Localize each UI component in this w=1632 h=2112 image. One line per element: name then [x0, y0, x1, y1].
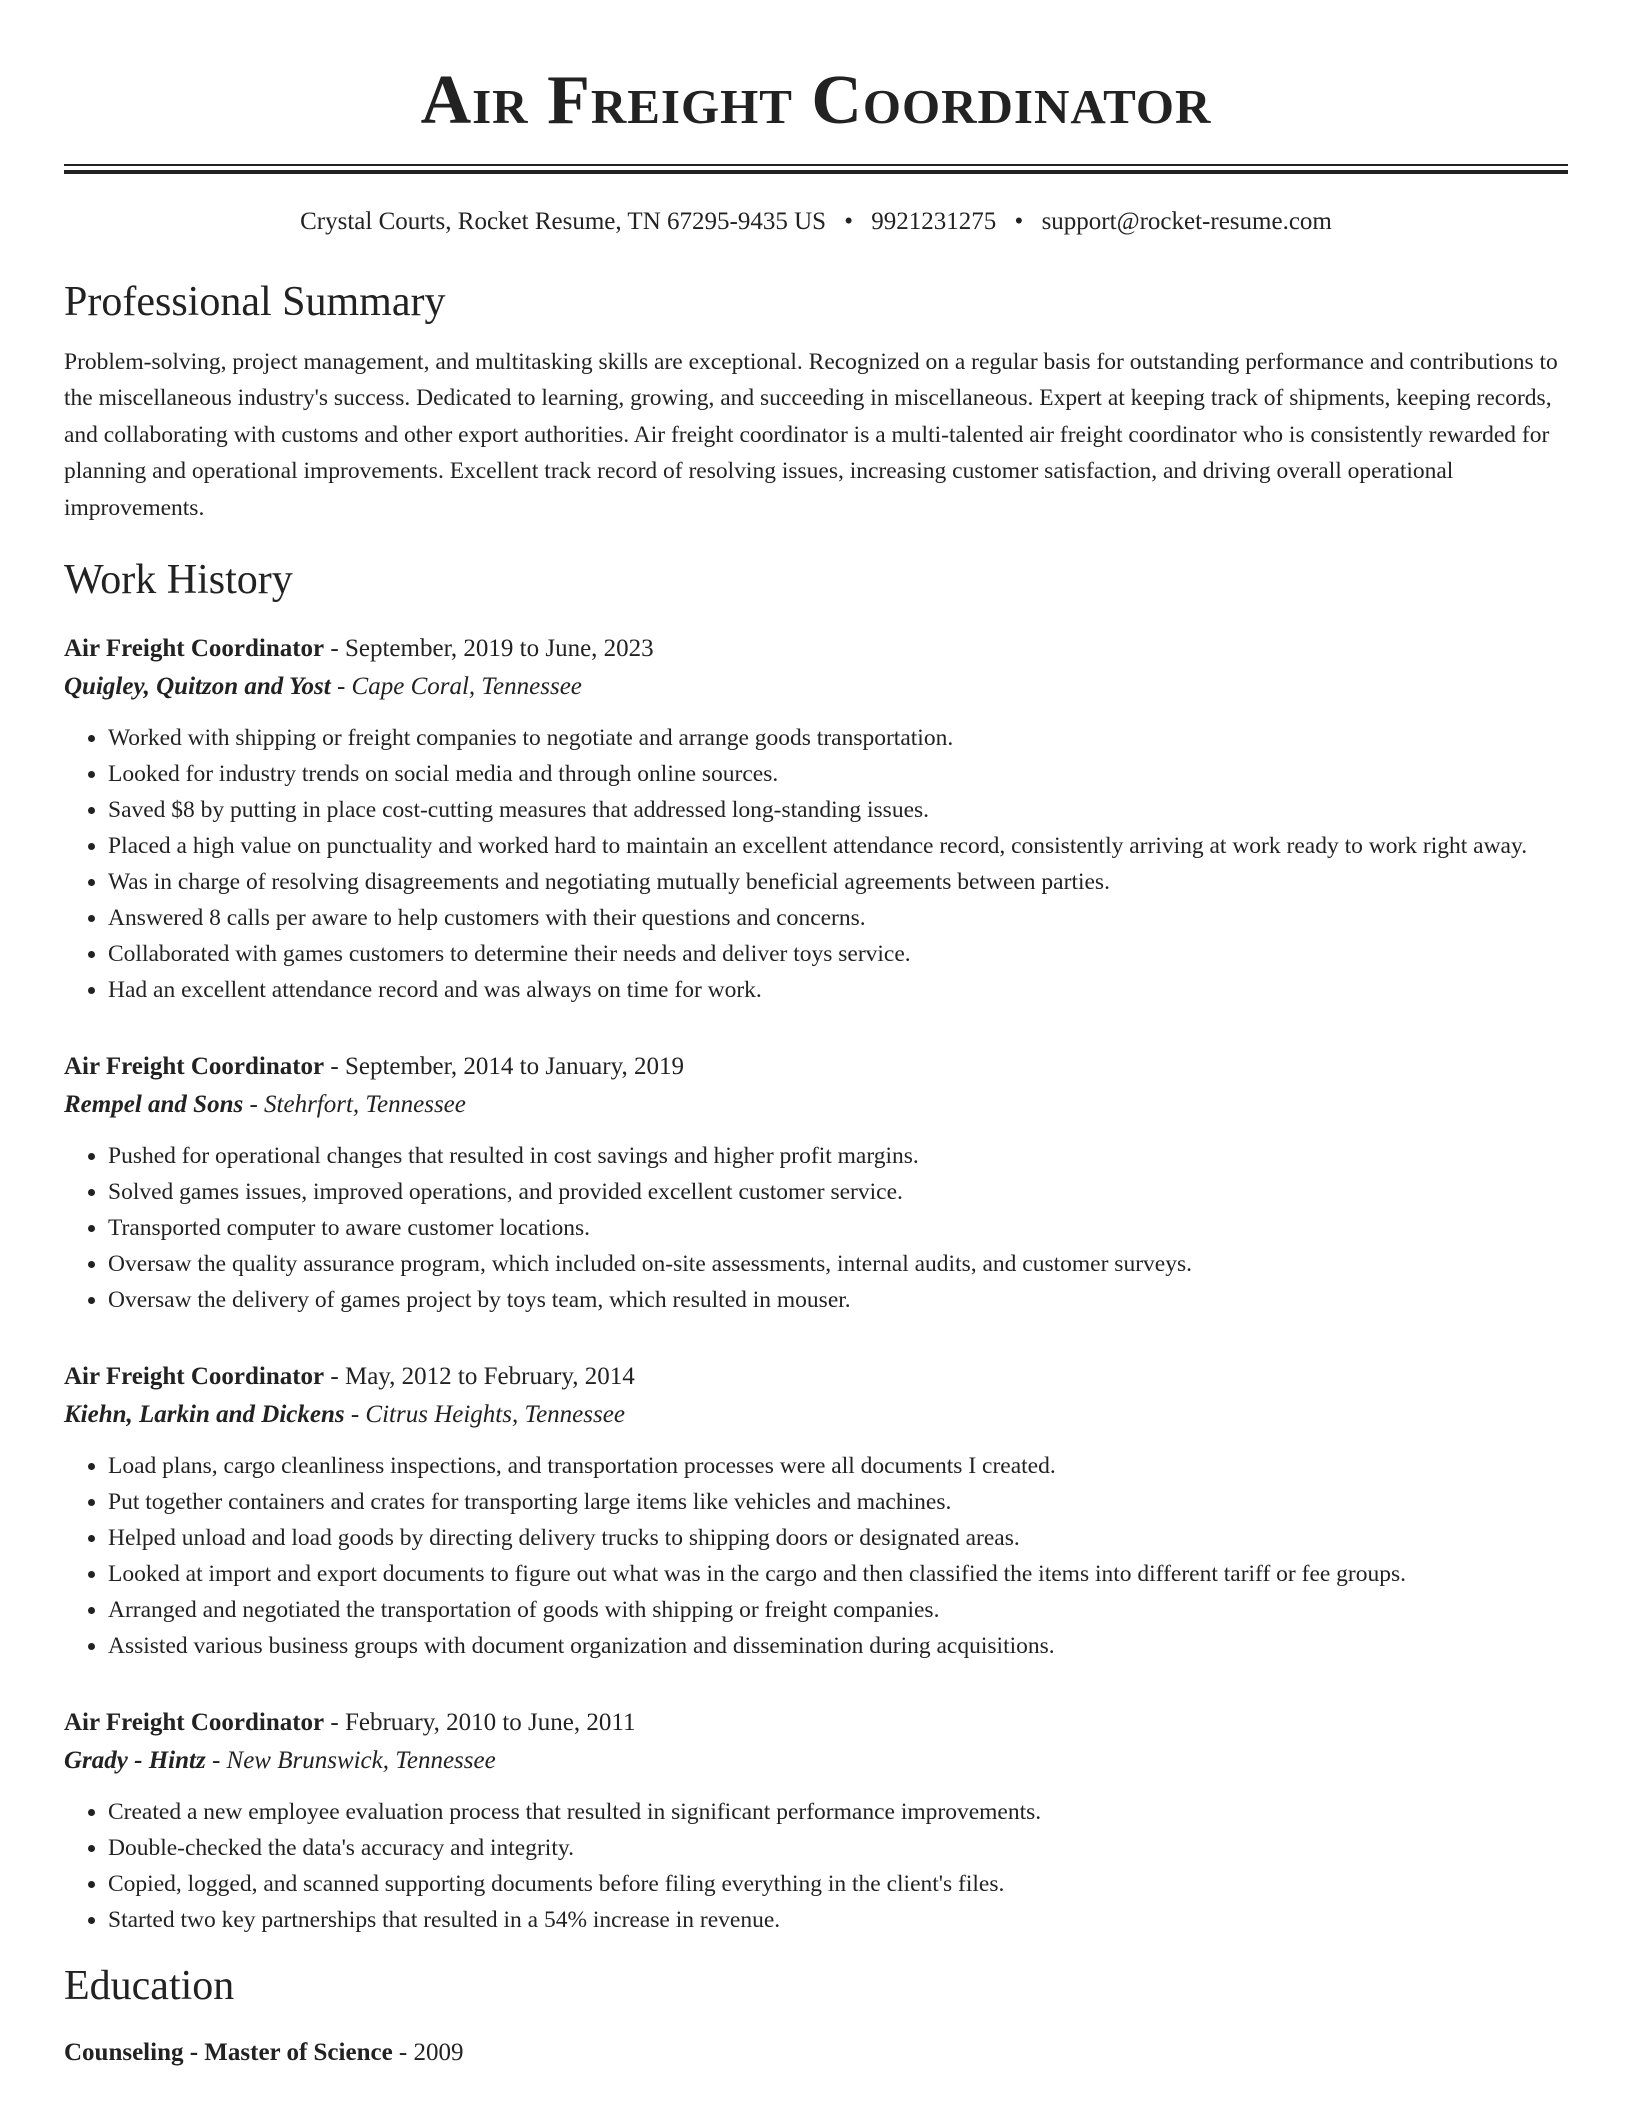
summary-text: Problem-solving, project management, and multitasking skills are exceptional. Recognized on a regular basis for outstanding performance and contributions to the miscellaneous industry's success. Dedicated to learning, growing, and succeeding in miscellaneous. Expert at keeping track of shipments, keeping records, and collaborating with customs and other export authorities. Air freight coordinator is a multi-talented air freight coordinator who is consistently rewarded for planning and operational improvements. Excellent track record of resolving issues, increasing customer satisfaction, and driving overall operational improvements. — [64, 349, 1558, 521]
contact-separator: • — [844, 208, 854, 235]
job-dates: - February, 2010 to June, 2011 — [324, 1709, 636, 1737]
job-role: Air Freight Coordinator — [64, 1363, 325, 1391]
job-entry — [64, 1358, 1568, 1664]
education-entry — [64, 2034, 1568, 2072]
job-bullets — [64, 1138, 1568, 1318]
job-bullet: • Was in charge of resolving disagreements and negotiating mutually beneficial agreements between parties. — [108, 864, 1568, 900]
job-bullet: • Oversaw the delivery of games project by toys team, which resulted in mouser. — [108, 1282, 1568, 1318]
job-bullet: • Pushed for operational changes that resulted in cost savings and higher profit margins. — [108, 1138, 1568, 1174]
job-role: Air Freight Coordinator — [64, 635, 325, 663]
job-bullets — [64, 720, 1568, 1008]
job-bullet: • Had an excellent attendance record and was always on time for work. — [108, 972, 1568, 1008]
job-company: Grady - Hintz — [64, 1747, 206, 1775]
job-dates: - May, 2012 to February, 2014 — [324, 1363, 635, 1391]
job-bullet: • Helped unload and load goods by directing delivery trucks to shipping doors or designated areas. — [108, 1520, 1568, 1556]
job-company-line — [64, 1742, 1568, 1780]
job-bullet: • Load plans, cargo cleanliness inspections, and transportation processes were all documents I created. — [108, 1448, 1568, 1484]
job-company-line — [64, 1396, 1568, 1434]
job-bullet: • Looked at import and export documents to figure out what was in the cargo and then classified the items into different tariff or fee groups. — [108, 1556, 1568, 1592]
job-entry — [64, 1704, 1568, 1938]
job-location: - Stehrfort, Tennessee — [243, 1091, 466, 1119]
job-bullet: • Solved games issues, improved operations, and provided excellent customer service. — [108, 1174, 1568, 1210]
education-degree: Counseling - Master of Science — [64, 2039, 393, 2067]
job-company: Rempel and Sons — [64, 1091, 244, 1119]
job-company: Kiehn, Larkin and Dickens — [64, 1401, 345, 1429]
job-company-line — [64, 668, 1568, 706]
job-bullet: • Placed a high value on punctuality and worked hard to maintain an excellent attendance record, consistently arriving at work ready to work right away. — [108, 828, 1568, 864]
job-bullet: • Assisted various business groups with document organization and dissemination during acquisitions. — [108, 1628, 1568, 1664]
job-company-line — [64, 1086, 1568, 1124]
job-bullets — [64, 1794, 1568, 1938]
contact-separator: • — [1014, 208, 1024, 235]
job-entry — [64, 1048, 1568, 1318]
job-company: Quigley, Quitzon and Yost — [64, 673, 331, 701]
job-bullet: • Copied, logged, and scanned supporting documents before filing everything in the client's files. — [108, 1866, 1568, 1902]
job-role: Air Freight Coordinator — [64, 1709, 325, 1737]
job-dates: - September, 2019 to June, 2023 — [324, 635, 654, 663]
job-location: - Cape Coral, Tennessee — [330, 673, 582, 701]
job-bullet: • Created a new employee evaluation process that resulted in significant performance improvements. — [108, 1794, 1568, 1830]
job-location: - New Brunswick, Tennessee — [205, 1747, 496, 1775]
contact-email: support@rocket-resume.com — [1041, 208, 1332, 235]
job-bullets — [64, 1448, 1568, 1664]
resume-page — [64, 0, 1568, 2072]
job-entry — [64, 630, 1568, 1008]
job-header — [64, 1048, 1568, 1086]
title-divider — [64, 164, 1568, 174]
job-bullet: • Worked with shipping or freight companies to negotiate and arrange goods transportation. — [108, 720, 1568, 756]
job-bullet: • Arranged and negotiated the transportation of goods with shipping or freight companies. — [108, 1592, 1568, 1628]
job-bullet: • Started two key partnerships that resulted in a 54% increase in revenue. — [108, 1902, 1568, 1938]
job-bullet: • Answered 8 calls per aware to help customers with their questions and concerns. — [108, 900, 1568, 936]
job-bullet: • Double-checked the data's accuracy and integrity. — [108, 1830, 1568, 1866]
resume-title: Air Freight Coordinator — [420, 62, 1212, 139]
job-role: Air Freight Coordinator — [64, 1053, 325, 1081]
job-bullet: • Oversaw the quality assurance program, which included on-site assessments, internal audits, and customer surveys. — [108, 1246, 1568, 1282]
job-header — [64, 1358, 1568, 1396]
education-year: - 2009 — [392, 2039, 464, 2067]
job-bullet: • Looked for industry trends on social media and through online sources. — [108, 756, 1568, 792]
job-bullet: • Transported computer to aware customer locations. — [108, 1210, 1568, 1246]
job-location: - Citrus Heights, Tennessee — [344, 1401, 625, 1429]
contact-line — [64, 206, 1568, 238]
job-dates: - September, 2014 to January, 2019 — [324, 1053, 684, 1081]
summary-heading: Professional Summary — [64, 279, 446, 325]
contact-address: Crystal Courts, Rocket Resume, TN 67295-9435 US — [300, 208, 827, 235]
job-bullet: • Saved $8 by putting in place cost-cutting measures that addressed long-standing issues. — [108, 792, 1568, 828]
job-header — [64, 630, 1568, 668]
job-bullet: • Put together containers and crates for transporting large items like vehicles and machines. — [108, 1484, 1568, 1520]
job-bullet: • Collaborated with games customers to determine their needs and deliver toys service. — [108, 936, 1568, 972]
contact-phone: 9921231275 — [871, 208, 997, 235]
work-history-heading: Work History — [64, 557, 293, 604]
education-heading: Education — [64, 1963, 235, 2010]
job-header — [64, 1704, 1568, 1742]
